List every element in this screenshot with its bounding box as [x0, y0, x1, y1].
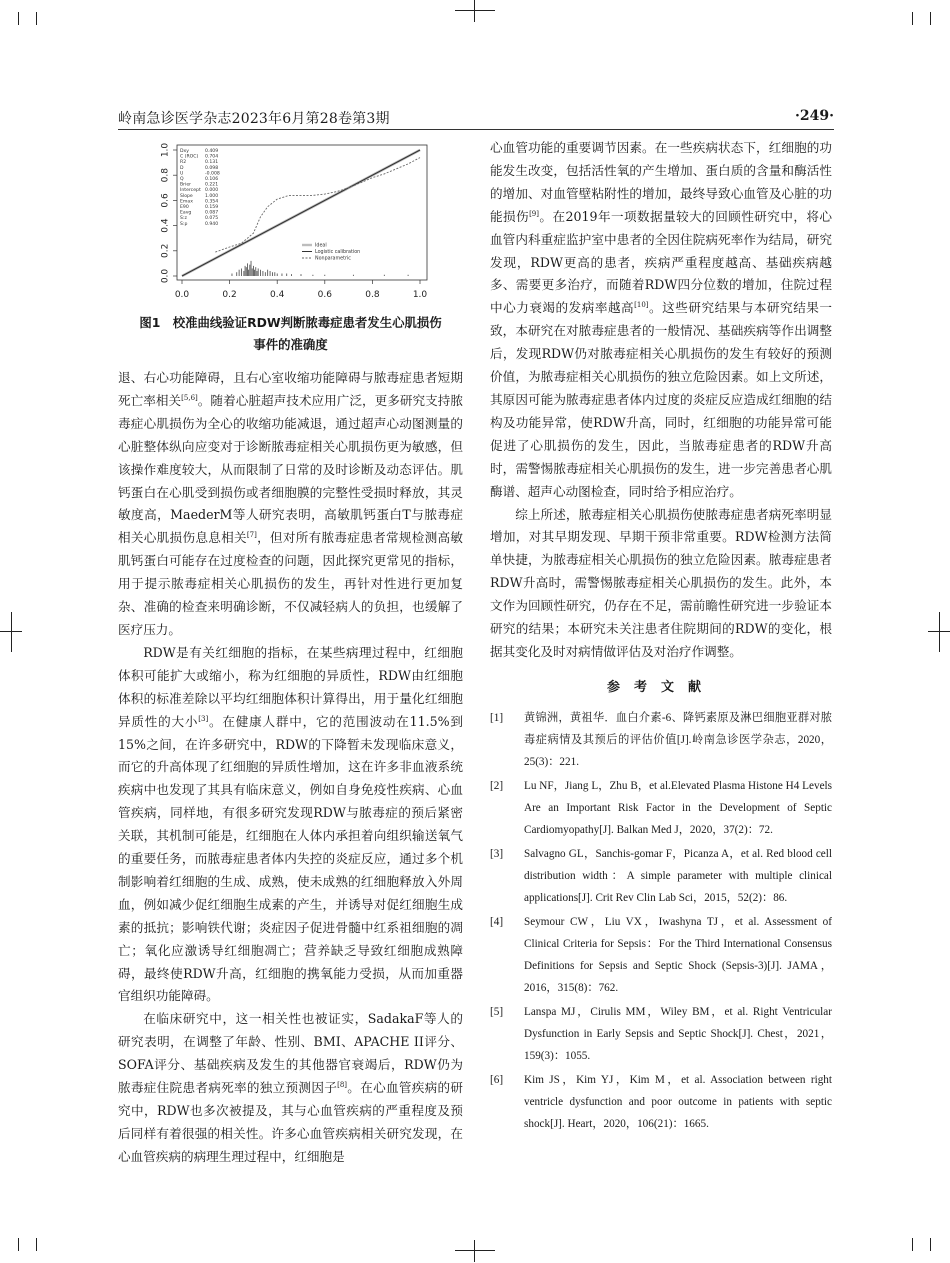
crop-mark	[912, 12, 913, 25]
stat-name: R2	[180, 160, 187, 166]
citation: [10]	[634, 301, 649, 310]
reference-number: [4]	[490, 915, 504, 928]
crop-mark	[18, 1238, 19, 1251]
journal-header: 岭南急诊医学杂志2023年6月第28卷第3期	[118, 111, 390, 127]
stat-value: -0.008	[205, 171, 220, 177]
citation: [9]	[529, 209, 539, 218]
x-tick-label: 0.6	[317, 290, 332, 300]
legend-label: Ideal	[315, 243, 327, 249]
legend-label: Logistic calibration	[315, 250, 361, 256]
x-tick-label: 1.0	[412, 290, 428, 300]
stat-value: 0.704	[205, 154, 219, 160]
stat-name: E90	[180, 205, 189, 210]
crop-mark	[18, 12, 19, 25]
reference-number: [3]	[490, 847, 504, 860]
paragraph: 在临床研究中，这一相关性也被证实，SadakaF等人的研究表明，在调整了年龄、性别、BMI、APACHE II评分、SOFA评分、基础疾病及发生的其他器官衰竭后，RDW仍为脓毒症住院患者病死率的独立预测因子[8]。在心血管疾病的研究中，RDW也多次被提及，其与心血管疾病的严重程度及预后同样有着很强的相关性。许多心血管疾病相关研究发现，在心血管疾病的病理生理过程中，红细胞是	[118, 1011, 464, 1164]
crop-mark	[930, 1238, 931, 1251]
stat-name: Slope	[180, 193, 193, 199]
citation: [7]	[246, 531, 257, 540]
stat-value: 0.000	[205, 188, 219, 194]
reference-item	[490, 775, 832, 841]
reference-text: Seymour CW，Liu VX，Iwashyna TJ，et al. Assessment of Clinical Criteria for Sepsis：For the Third International Consensus Definitions for Sepsis and Septic Shock (Sepsis-3)[J]. JAMA，2016，315(8)：762.	[524, 915, 832, 994]
figure-caption	[118, 312, 463, 356]
y-tick-label: 0.0	[160, 268, 171, 284]
x-tick-label: 0.8	[365, 290, 380, 300]
stat-name: C (ROC)	[180, 154, 199, 160]
crop-mark	[455, 10, 495, 11]
paragraph: 心血管功能的重要调节因素。在一些疾病状态下，红细胞的功能发生改变，包括活性氧的产生增加、蛋白质的含量和酶活性的增加、对血管壁粘附性的增加，最终导致心血管及心脏的功能损伤[9]。在2019年一项数据量较大的回顾性研究中，将心血管内科重症监护室中患者的全因住院病死率作为结局，研究发现，RDW更高的患者，疾病严重程度越高、基础疾病越多、需要更多治疗，而随着RDW四分位数的增加，住院过程中心力衰竭的发病率越高[10]。这些研究结果与本研究结果一致，本研究在对脓毒症患者的一般情况、基础疾病等作出调整后，发现RDW仍对脓毒症相关心肌损伤的发生有较好的预测价值，为脓毒症相关心肌损伤的独立危险因素。如上文所述，其原因可能为脓毒症患者体内过度的炎症反应造成红细胞的结构及功能异常，使RDW升高，同时，红细胞的功能异常可能促进了心肌损伤的发生，因此，当脓毒症患者的RDW升高时，需警惕脓毒症相关心肌损伤的发生，进一步完善患者心肌酶谱、超声心动图检查，同时给予相应治疗。	[490, 140, 833, 499]
paragraph: 退、右心功能障碍，且右心室收缩功能障碍与脓毒症患者短期死亡率相关[5,6]。随着心脏超声技术应用广泛，更多研究支持脓毒症心肌损伤为全心的收缩功能减退，通过超声心动图测量的心脏整体纵向应变对于诊断脓毒症相关心肌损伤更为敏感，但该操作难度较大，从而限制了日常的及时诊断及动态评估。肌钙蛋白在心肌受到损伤或者细胞膜的完整性受损时释放，其灵敏度高，MaederM等人研究表明，高敏肌钙蛋白T与脓毒症相关心肌损伤息息相关[7]，但对所有脓毒症患者常规检测高敏肌钙蛋白可能存在过度检查的问题，因此探究更常见的指标，用于提示脓毒症相关心肌损伤的发生，再针对性进行更加复杂、准确的检查来明确诊断，不仅减轻病人的负担，也缓解了医疗压力。	[118, 370, 464, 637]
figure-caption-line2: 事件的准确度	[253, 337, 328, 352]
reference-item	[490, 911, 832, 999]
x-tick-label: 0.4	[270, 290, 285, 300]
reference-text: Lanspa MJ，Cirulis MM，Wiley BM，et al. Right Ventricular Dysfunction in Early Sepsis and Septic Shock[J]. Chest，2021，159(3)：1055.	[524, 1005, 832, 1062]
reference-text: 黄锦洲，黄祖华．血白介素-6、降钙素原及淋巴细胞亚群对脓毒症病情及其预后的评估价值[J].岭南急诊医学杂志，2020，25(3)：221.	[524, 711, 832, 768]
stat-value: 0.409	[205, 149, 219, 154]
stat-name: Intercept	[180, 188, 201, 194]
reference-item	[490, 1069, 832, 1135]
y-tick-label: 0.8	[160, 168, 171, 183]
stat-name: Eavg	[180, 210, 192, 216]
crop-mark	[912, 1238, 913, 1251]
y-tick-label: 0.4	[160, 218, 171, 233]
reference-number: [2]	[490, 779, 504, 792]
stat-name: U	[180, 171, 184, 177]
legend-label: Nonparametric	[315, 256, 351, 262]
reference-number: [1]	[490, 711, 504, 724]
citation: [3]	[198, 714, 209, 723]
citation: [8]	[337, 1080, 348, 1089]
y-tick-label: 1.0	[160, 142, 171, 158]
reference-number: [5]	[490, 1005, 504, 1018]
stat-value: 0.354	[205, 199, 219, 205]
citation: [5,6]	[181, 393, 198, 402]
crop-mark	[474, 0, 475, 22]
stat-value: 0.106	[205, 177, 219, 182]
crop-mark	[36, 1238, 37, 1251]
reference-item	[490, 707, 832, 773]
y-tick-label: 0.6	[160, 193, 171, 208]
reference-item	[490, 843, 832, 909]
stat-value: 0.221	[205, 182, 219, 188]
paragraph: RDW是有关红细胞的指标，在某些病理过程中，红细胞体积可能扩大或缩小，称为红细胞的异质性，RDW由红细胞体积的标准差除以平均红细胞体积计算得出，用于量化红细胞异质性的大小[3]。在健康人群中，它的范围波动在11.5%到15%之间，在许多研究中，RDW的下降暂未发现临床意义，而它的升高体现了红细胞的异质性增加，这在许多非血液系统疾病中也发现了其具有临床意义，例如自身免疫性疾病、心血管疾病，同样地，有很多研究发现RDW与脓毒症的预后紧密关联，其机制可能是，红细胞在人体内承担着向组织输送氧气的重要任务，而脓毒症患者体内失控的炎症反应，通过多个机制影响着红细胞的生成、成熟，使未成熟的红细胞释放入外周血，例如减少促红细胞生成素的产生，并诱导对促红细胞生成素的抵抗；影响铁代谢；炎症因子促进骨髓中红系祖细胞的凋亡；氧化应激诱导红细胞凋亡；营养缺乏导致红细胞成熟障碍，最终使RDW升高，红细胞的携氧能力受损，从而加重器官组织功能障碍。	[118, 644, 463, 1004]
left-column	[118, 367, 463, 1169]
stat-value: 0.087	[205, 210, 219, 216]
references-title: 参考文献	[606, 679, 715, 695]
reference-number: [6]	[490, 1073, 504, 1086]
crop-mark	[930, 12, 931, 25]
stat-name: Emax	[180, 199, 193, 205]
y-tick-label: 0.2	[160, 243, 171, 258]
stat-value: 1.000	[205, 193, 219, 199]
x-tick-label: 0.2	[222, 290, 237, 300]
reference-text: Lu NF，Jiang L，Zhu B，et al.Elevated Plasma Histone H4 Levels Are an Important Risk Factor in the Development of Septic Cardiomyopathy[J]. Balkan Med J，2020，37(2)：72.	[524, 779, 832, 836]
reference-item	[490, 1001, 832, 1067]
x-tick-label: 0.0	[174, 290, 190, 300]
stat-name: Dxy	[180, 149, 189, 154]
stat-name: Brier	[180, 182, 192, 188]
figure-caption-line1: 图1 校准曲线验证RDW判断脓毒症患者发生心肌损伤	[139, 315, 442, 330]
crop-mark	[939, 612, 940, 652]
stat-value: 0.098	[205, 165, 219, 171]
stat-value: 0.940	[205, 221, 219, 227]
reference-text: Salvagno GL，Sanchis-gomar F，Picanza A，et al. Red blood cell distribution width：A simple parameter with multiple clinical applications[J]. Crit Rev Clin Lab Sci，2015，52(2)：86.	[524, 847, 832, 904]
stat-name: D	[180, 165, 184, 171]
stat-name: Q	[180, 177, 184, 182]
stat-value: 0.131	[205, 160, 219, 166]
header-rule	[118, 129, 834, 130]
right-column	[490, 137, 832, 1137]
stat-name: S:z	[180, 216, 187, 222]
stat-name: S:p	[180, 221, 188, 227]
paragraph: 综上所述，脓毒症相关心肌损伤使脓毒症患者病死率明显增加，对其早期发现、早期干预非常重要。RDW检测方法简单快捷，为脓毒症相关心肌损伤的独立危险因素。脓毒症患者RDW升高时，需警惕脓毒症相关心肌损伤的发生。此外，本文作为回顾性研究，仍存在不足，需前瞻性研究进一步验证本研究的结果；本研究未关注患者住院期间的RDW的变化，根据其变化及时对病情做评估及对治疗作调整。	[490, 506, 832, 659]
stat-value: 0.159	[205, 205, 219, 210]
crop-mark	[474, 1240, 475, 1262]
reference-text: Kim JS，Kim YJ，Kim M，et al. Association between right ventricle dysfunction and poor outcome in patients with septic shock[J]. Heart，2020，106(21)：1665.	[524, 1073, 832, 1130]
stat-value: 0.075	[205, 216, 219, 222]
calibration-chart	[150, 140, 440, 305]
crop-mark	[36, 12, 37, 25]
crop-mark	[455, 1250, 495, 1251]
page-number: ·249·	[795, 108, 834, 124]
crop-mark	[11, 612, 12, 652]
reference-list	[490, 707, 832, 1135]
